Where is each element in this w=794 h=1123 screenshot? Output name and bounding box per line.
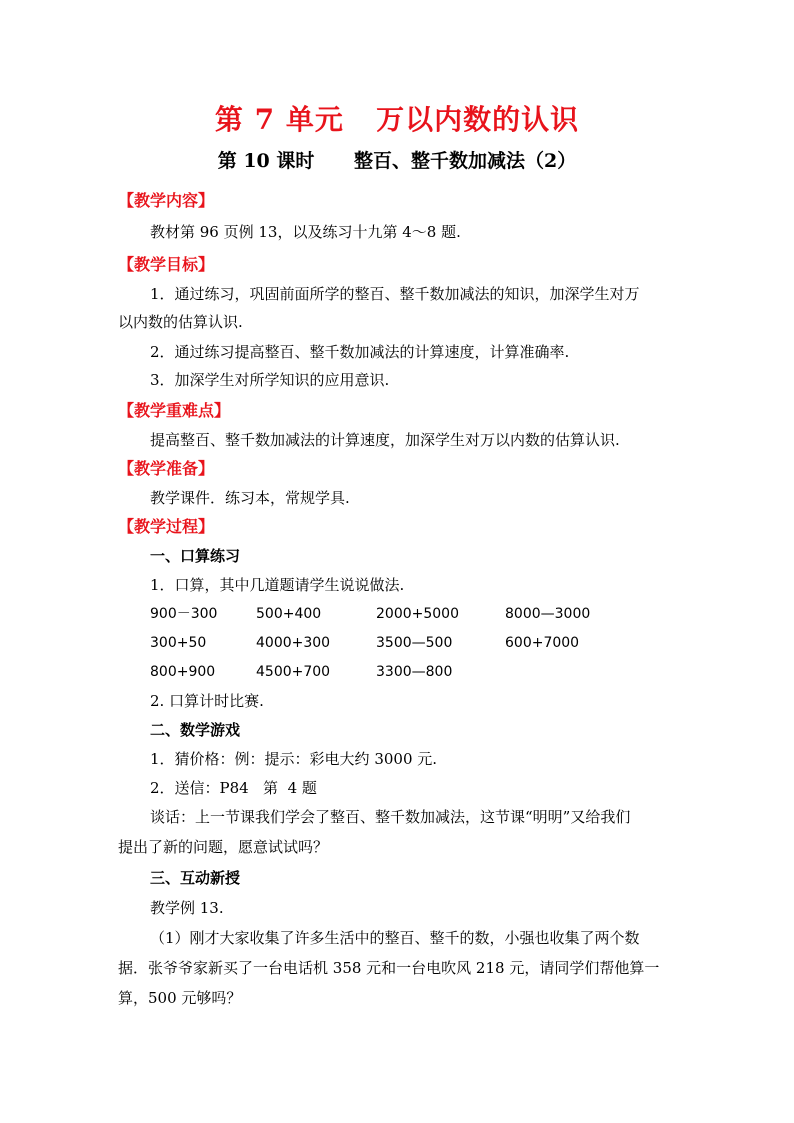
expression: 900－300 [150,606,218,622]
part2-line2: 2．送信：P84 第 4 题 [150,779,317,797]
part1-line1: 1．口算，其中几道题请学生说说做法. [150,576,405,594]
part3-title: 三、互动新授 [150,869,241,887]
part1-line2: 2. 口算计时比赛. [150,692,264,710]
example-line2: 据．张爷爷家新买了一台电话机 358 元和一台电吹风 218 元，请同学们帮他算一 [118,959,660,977]
expression: 2000+5000 [376,606,459,622]
part2-line1: 1．猜价格：例：提示：彩电大约 3000 元. [150,750,438,768]
heading-process: 【教学过程】 [118,517,215,536]
expression: 3300—800 [376,664,453,680]
goal-item: 1．通过练习，巩固前面所学的整百、整千数加减法的知识，加深学生对万 [150,285,640,303]
heading-keypoints: 【教学重难点】 [118,401,231,420]
lesson-subtitle: 第 10 课时 整百、整千数加减法（2） [217,150,577,172]
example-line1: （1）刚才大家收集了许多生活中的整百、整千的数，小强也收集了两个数 [150,929,640,947]
part1-title: 一、口算练习 [150,547,241,565]
heading-content: 【教学内容】 [118,191,215,210]
content-text: 教材第 96 页例 13，以及练习十九第 4～8 题. [150,223,461,241]
talk-line2: 提出了新的问题，愿意试试吗？ [118,838,329,856]
heading-goals: 【教学目标】 [118,255,215,274]
expression: 600+7000 [505,635,580,651]
example-line3: 算，500 元够吗？ [118,989,242,1007]
keypoints-text: 提高整百、整千数加减法的计算速度，加深学生对万以内数的估算认识. [150,431,620,449]
prep-text: 教学课件．练习本，常规学具. [150,489,350,507]
unit-title: 第 7 单元 万以内数的认识 [214,103,580,136]
talk-line1: 谈话：上一节课我们学会了整百、整千数加减法，这节课“明明”又给我们 [150,808,631,826]
heading-prep: 【教学准备】 [118,459,215,478]
part3-line1: 教学例 13. [150,899,224,917]
expression: 3500—500 [376,635,453,651]
goal-item: 以内数的估算认识. [118,313,243,331]
goal-item: 3．加深学生对所学知识的应用意识. [150,371,390,389]
expression: 500+400 [256,606,322,622]
part2-title: 二、数学游戏 [150,721,241,739]
goal-item: 2．通过练习提高整百、整千数加减法的计算速度，计算准确率. [150,343,570,361]
expression: 4000+300 [256,635,331,651]
expression: 8000—3000 [505,606,591,622]
expression: 4500+700 [256,664,331,680]
expression: 300+50 [150,635,207,651]
expression: 800+900 [150,664,216,680]
